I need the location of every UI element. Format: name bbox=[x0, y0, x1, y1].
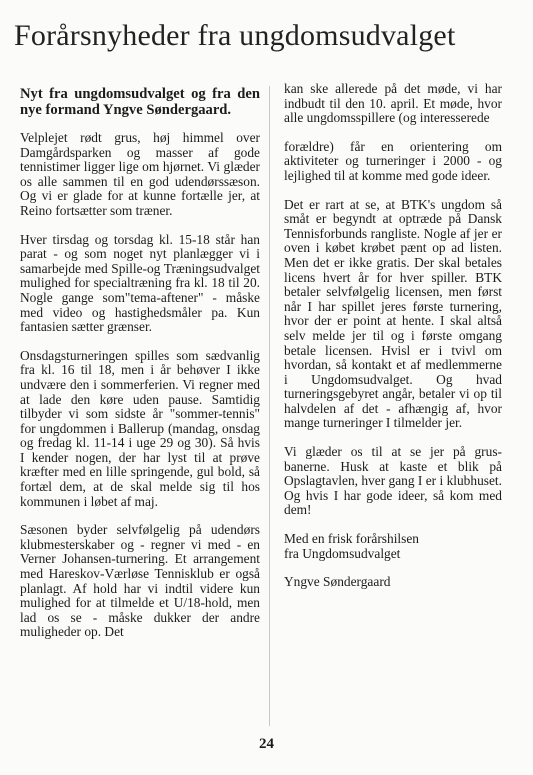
column-divider bbox=[269, 86, 270, 726]
closing-greeting: Med en frisk forårshilsen bbox=[284, 531, 419, 547]
paragraph: Onsdagsturneringen spilles som sædvanlig fra kl. 16 til 18, men i år behøver I ikke undvære den i sommerferien. Vi regner med at lade den køre uden pause. Samtidig tilbyder vi som sidste år "sommer-tennis" for ungdommen i Ballerup (mandag, onsdag og fredag kl. 11-14 i uge 29 og 30). Så hvis I kender nogen, der har lyst til at prøve kræfter med en lille springende, gul bold, så fortæl dem, at de skal melde sig til hos kommunen i løbet af maj. bbox=[20, 347, 260, 509]
paragraph: Velplejet rødt grus, høj himmel over Damgårdsparken og masser af gode tennistimer ligger lige om hjørnet. Vi glæder os alle sammen til en god udendørssæson. Og vi er glade for at kunne fortælle jer, at Reino fortsætter som træner. bbox=[20, 130, 260, 218]
closing-from: fra Ungdomsudvalget bbox=[284, 545, 401, 561]
signature: Yngve Søndergaard bbox=[284, 574, 391, 590]
paragraph: kan ske allerede på det møde, vi har indbudt til den 10. april. Et møde, hvor alle ungdomsspillere (og interesserede bbox=[284, 81, 502, 126]
paragraph: Det er rart at se, at BTK's ungdom så småt er begyndt at optræde på Dansk Tennisforbunds rangliste. Nogle af jer er oven i købet krøbet pænt op ad listen. Men det er ikke gratis. Der skal betales licens hvert år for hver spiller. BTK betaler selvfølgelig licensen, men først når I har spillet jeres første turnering, hvor der er point at hente. I skal altså selv melde jer til og i første omgang betale licensen. Hvisl er i tvivl om hvordan, så kontakt et af medlemmerne i Ungdomsudvalget. Og hvad turneringsgebyret angår, betaler vi op til halvdelen af det - afhængig af, hvor mange turneringer I tilmelder jer. bbox=[284, 196, 502, 431]
article-title: Forårsnyheder fra ungdomsudvalget bbox=[14, 19, 456, 52]
paragraph: Vi glæder os til at se jer på grus-banerne. Husk at kaste et blik på Opslagtavlen, hver gang I er i klubhuset. Og hvis I har gode ideer, så kom med dem! bbox=[284, 444, 502, 518]
left-column bbox=[20, 86, 260, 654]
closing-block bbox=[284, 532, 502, 561]
article-lead: Nyt fra ungdomsudvalget og fra den nye formand Yngve Søndergaard. bbox=[20, 86, 260, 118]
paragraph: Hver tirsdag og torsdag kl. 15-18 står han parat - og som noget nyt planlægger vi i samarbejde med Spille-og Træningsudvalget mulighed for specialtræning fra kl. 18 til 20. Nogle gange som"tema-aftener" - måske med video og hastighedsmåler pa. Kun fantasien sætter grænser. bbox=[20, 231, 260, 335]
paragraph: Sæsonen byder selvfølgelig på udendørs klubmesterskaber og - regner vi med - en Verner Johansen-turnering. Et arrangement med Hareskov-Værløse Tennisklub er også planlagt. Af hold har vi indtil videre kun mulighed for at tilmelde et U/18-hold, men lad os se - måske dukker der andre muligheder op. Det bbox=[20, 522, 260, 640]
paragraph: forældre) får en orientering om aktiviteter og turneringer i 2000 - og lejlighed til at komme med gode ideer. bbox=[284, 138, 502, 183]
right-column bbox=[284, 82, 502, 604]
page-number: 24 bbox=[259, 736, 274, 752]
